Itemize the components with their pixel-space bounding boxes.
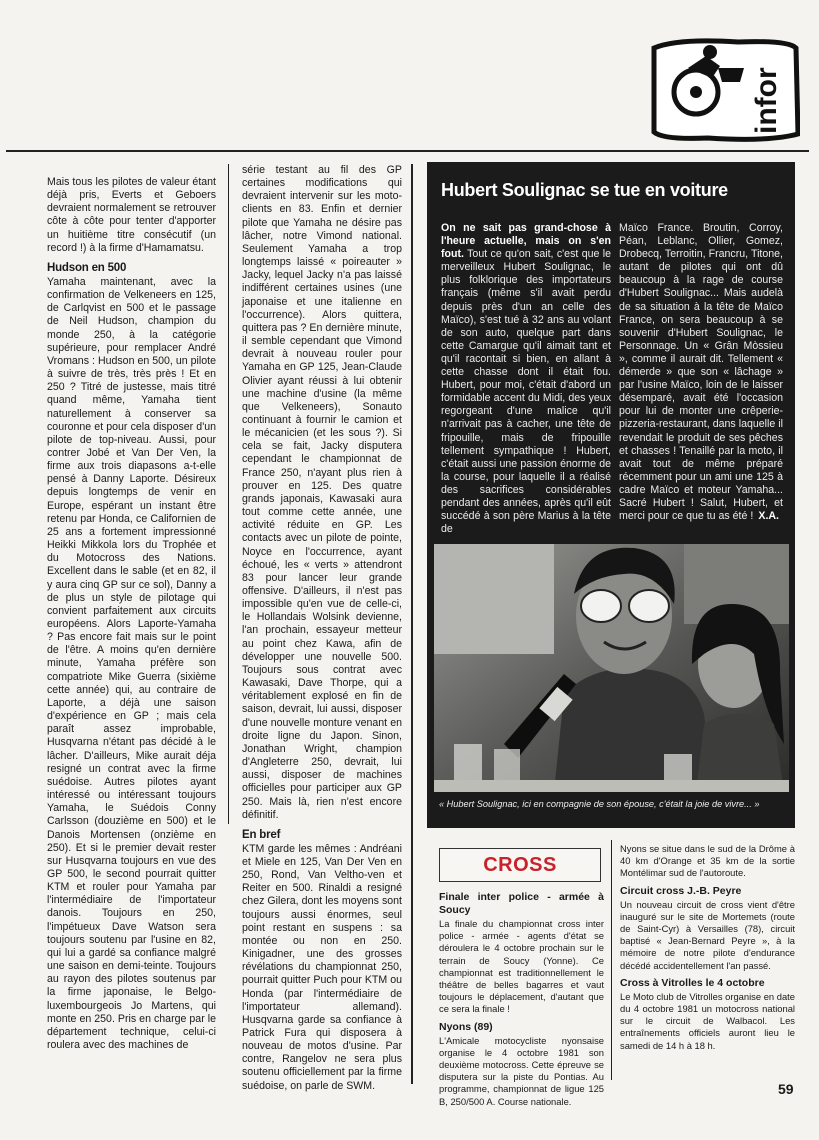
logo-text: infor <box>750 67 783 134</box>
paragraph: L'Amicale motocycliste nyonsaise organise le 4 octobre 1981 son deuxième motocross. Cette épreuve se disputera sur la piste du Pontias. Au programme, championnat de ligue 125 B, 250/500 A. Course nationale. <box>439 1034 604 1107</box>
cross-heading: CROSS <box>483 854 557 876</box>
section-heading: Nyons (89) <box>439 1020 493 1033</box>
header-rule <box>6 150 809 152</box>
obituary-lead: On ne sait pas grand-chose à l'heure actuelle, mais on s'en fout. <box>441 222 611 261</box>
paragraph: Yamaha maintenant, avec la confirmation de Velkeneers en 125, de Carlqvist en 500 et le passage de Neil Hudson, champion du monde 250, à la catégorie supérieure, pour remplacer André Vromans : Hudson en 500, un pilote à suivre de très, très près ! Et en 250 ? Titré de justesse, mais titré quand même, Yamaha tient naturellement à conserver sa couronne et pour cela disposer d'un pilote de top-niveau. Aussi, pour contrer Jobé et Van Der Ven, la firme aux trois diapasons a-t-elle pensé à Danny Laporte. Désireux depuis longtemps de venir en Europe, espérant un instant être retenu par Honda, ce Californien de 25 ans a fortement impressionné Heikki Mikkola lors du Trophée et du Motocross des Nations. Excellent dans le sable (et en 82, il y aura cinq GP sur ce sol), Danny a de plus un style de pilotage qui convient parfaitement aux circuits européens. Alors Laporte-Yamaha ? Pas encore fait mais sur le point de l'être. A moins qu'en dernière minute, Yamaha préfère son compatriote Mike Guerra (sixième cette année) qui, au contraire de Laporte, a déjà une saison d'expérience en GP ; mais cela paraît assez improbable, Husqvarna n'étant pas décidé à le lâcher. D'ailleurs, Mike aurait déja resigné un contrat avec la firme suédoise. Autres pilotes ayant intéressé ou intéressant toujours Yamaha, le Suédois Conny Carlsson (douzième en 500) et le Danois Mortensen (onzième en 250). Et si le premier devait rester sur Husqvarna toujours en vue des GP 500, le second pourrait quitter KTM et rouler pour Yamaha par l'intermédiaire de l'importateur danois. Toujours en 250, l'impétueux Dave Watson sera toujours soutenu par l'usine en 82, qui lui a gardé sa confiance malgré une saison en demi-teinte. Toujours au rayon des pilotes soutenus par la firme japonaise, le Belgo-luxembourgeois Jo Martens, qui monte en 250. Pris en charge par le département technique, celui-ci roulera avec des machines de <box>47 275 216 1051</box>
obituary-column-1 <box>441 222 611 536</box>
article-column-middle <box>242 164 402 1093</box>
cross-column-rule <box>611 840 612 1080</box>
cross-column-1 <box>439 886 604 1108</box>
soulignac-photo <box>434 544 789 792</box>
obituary-box <box>427 162 795 828</box>
section-heading: Cross à Vitrolles le 4 octobre <box>620 976 765 989</box>
paragraph: KTM garde les mêmes : Andréani et Miele en 125, Van Der Ven en 250, Rond, Van Veltho-ven et Reiter en 500. Rinaldi a resigné chez Gilera, dont les moyens sont toujours aussi énormes, seul point restant en suspens : sa montée ou non en 250. Kinigadner, une des grosses révélations du championnat 250, pourrait quitter Puch pour KTM ou Honda (par l'intermédiaire de l'importateur allemand). Husqvarna garde sa confiance à Patrick Fura qui disposera à nouveau de motos d'usine. Par contre, Rangelov ne sera plus soutenu officiellement par la firme suédoise, on parle de SWM. <box>242 842 402 1092</box>
column-rule-left <box>228 164 229 824</box>
cross-column-2 <box>620 843 795 1052</box>
obituary-title: Hubert Soulignac se tue en voiture <box>441 180 728 200</box>
obituary-signature: X.A. <box>758 510 779 523</box>
paragraph: Nyons se situe dans le sud de la Drôme à 40 km d'Orange et 35 km de la sortie Montélimar sud de l'autoroute. <box>620 843 795 879</box>
section-heading: En bref <box>242 828 281 841</box>
section-heading: Circuit cross J.-B. Peyre <box>620 884 742 897</box>
obituary-column-2 <box>619 222 783 523</box>
infor-logo <box>648 38 800 142</box>
paragraph: La finale du championnat cross inter police - armée - agents d'état se déroulera le 4 octobre prochain sur le terrain de Soucy (Yonne). Ce championnat est traditionnellement le théâtre de belles bagarres et vaut toujours le déplacement, d'autant que ce sera la finale ! <box>439 918 604 1015</box>
paragraph: série testant au fil des GP certaines modifications qui devraient intervenir sur les moto-clients en 83. Enfin et dernier pilote que Yamaha ne désire pas lâcher, notre Vimond national. Seulement Yamaha a trop longtemps laissé « poireauter » Jacky, lequel Jacky n'a pas laissé indifférent certaines usines (une japonaise et une italienne en l'occurrence). Alors quittera, quittera pas ? En dernière minute, il semble cependant que Vimond devrait à nouveau rouler pour Yamaha en GP 125, Jean-Claude Olivier ayant réussi à lui obtenir une machine d'usine (la même que Velkeneers), Sonauto continuant à fournir le camion et le mécanicien (et les sous ?). Si cela se fait, Jacky disputera cependant le championnat de France 250, n'ayant plus rien à prouver en 125. Des quatre grands japonais, Kawasaki aura tout comme cette année, une activité réduite en GP. Les contacts avec un pilote de pointe, Noyce en l'occurrence, ayant échoué, les « verts » attendront 83 pour lancer leur grande offensive. D'ailleurs, il n'est pas impossible qu'en vue de celle-ci, le Hollandais Wolsink devienne, l'an prochain, essayeur metteur au point chez Kawa, afin de développer une nouvelle 500. Toujours sous contrat avec Kawasaki, Dave Thorpe, qui a véritablement explosé en fin de saison, devrait, lui aussi, disposer d'une nouvelle monture venant en droite ligne du Japon. Sinon, Jonathan Wright, champion d'Angleterre 250, devrait, lui aussi, disposer de machines officielles pour participer aux GP 250. Mais là, rien n'est encore définitif. <box>242 164 402 821</box>
page-number: 59 <box>778 1081 794 1097</box>
paragraph: Un nouveau circuit de cross vient d'être inauguré sur le site de Mortemets (route de Saint-Cyr) à Versailles (78), circuit baptisé « Jean-Bernard Peyre », à la mémoire de notre pilote d'endurance décédé accidentellement l'an passé. <box>620 898 795 971</box>
article-column-left <box>47 176 216 1052</box>
photo-caption: « Hubert Soulignac, ici en compagnie de son épouse, c'était la joie de vivre... » <box>439 799 760 809</box>
section-heading: Finale inter police - armée à Soucy <box>439 891 604 916</box>
column-rule-right <box>411 164 413 1084</box>
paragraph: Mais tous les pilotes de valeur étant déjà pris, Everts et Geboers devraient normalement se retrouver côte à côte pour tenter d'apporter un huitième titre consécutif (un record !) à la firme d'Hamamatsu. <box>47 176 216 254</box>
obituary-text-1: Tout ce qu'on sait, c'est que le merveilleux Hubert Soulignac, le plus folklorique des importateurs français (même s'il avait perdu depuis près d'un an celle des Maïco), s'est tué à 32 ans au volant de son auto, quelque part dans cette Camargue qu'il aimait tant et qu'il racontait si bien, en allant à cette chasse dont il était fou. Hubert, pour moi, c'était d'abord un formidable accent du Midi, des yeux regorgeant d'une malice qu'il n'arrivait pas à cacher, une tête de fripouille, mais de fripouille tellement sympathique ! Hubert, c'était aussi une passion énorme de la course, pour laquelle il a réalisé des sacrifices considérables pendant des années, après qu'il eût succédé à son père Marius à la tête de <box>441 248 611 536</box>
obituary-text-2: Maïco France. Broutin, Corroy, Péan, Leblanc, Ollier, Gomez, Drobecq, Terroitin, Francru, Titone, autant de pilotes qui ont dû beaucoup à la rage de course d'Hubert Soulignac... Mais audelà de sa situation à la tête de Maïco France, on sera beaucoup à se souvenir d'Hubert Soulignac, le Personnage. Un « Grân Mòssieu », comme il aurait dit. Tellement « démerde » que son « lâchage » par l'usine Maïco, loin de le laisser désemparé, avait été l'occasion pour lui de monter une crêperie-pizzeria-restaurant, dans laquelle il revendait le produit de ses pêches et chasses ! Tenaillé par la moto, il avait tout de même préparé récemment pour un ami une 125 à cadre Maïco et moteur Yamaha... Sacré Hubert ! Salut, Hubert, et merci pour ce que tu as été ! <box>619 222 783 523</box>
section-heading: Hudson en 500 <box>47 261 127 274</box>
paragraph: Le Moto club de Vitrolles organise en date du 4 octobre 1981 un motocross national sur le circuit de Walbacol. Les entraînements officiels auront lieu le samedi de 14 h à 18 h. <box>620 990 795 1051</box>
cross-heading-box <box>439 848 601 882</box>
